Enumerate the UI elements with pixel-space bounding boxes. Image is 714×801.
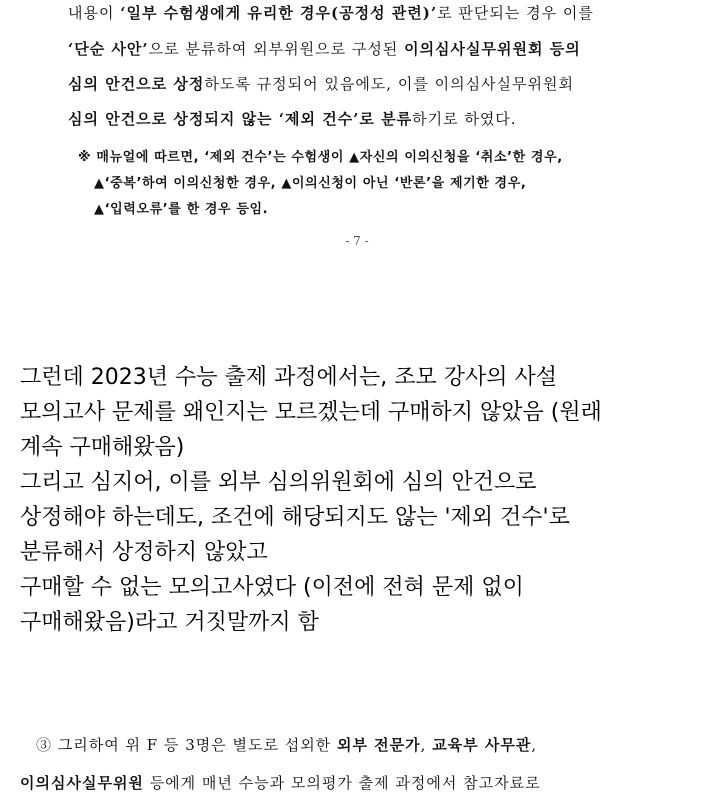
paragraph-line-1	[68, 2, 668, 23]
comment-line: 그리고 심지어, 이를 외부 심의위원회에 심의 안건으로	[20, 470, 537, 495]
text-run: 으로 분류하여 외부위원으로 구성된	[148, 40, 405, 58]
text-run-bold: 교육부 사무관	[432, 736, 532, 754]
text-run: 하도록 규정되어 있음에도, 이를 이의심사실무위원회	[204, 75, 574, 93]
paragraph-line-3	[68, 73, 668, 94]
comment-line: 상정해야 하는데도, 조건에 해당되지도 않는 '제외 건수'로	[20, 505, 570, 530]
text-run-bold: 이의심사실무위원회 등의	[404, 40, 581, 58]
text-run-bold: ‘일부 수험생에게 유리한 경우(공정성 관련)’	[120, 4, 438, 22]
text-run: ,	[420, 736, 433, 754]
page-number: - 7 -	[345, 234, 369, 248]
comment-line: 그런데 2023년 수능 출제 과정에서는, 조모 강사의 사설	[20, 365, 557, 390]
text-run: 등에게 매년 수능과 모의평가 출제 과정에서 참고자료로	[143, 774, 541, 792]
comment-line: 분류해서 상정하지 않았고	[20, 540, 268, 565]
comment-line: 계속 구매해왔음)	[20, 435, 185, 460]
text-run-bold: ‘단순 사안’	[68, 40, 149, 58]
text-run: 하기로 하였다.	[412, 110, 517, 128]
note-line-2: ▲‘중복’하여 이의신청한 경우, ▲이의신청이 아닌 ‘반론’을 제기한 경우,	[94, 176, 527, 191]
text-run: 로 판단되는 경우 이를	[437, 4, 594, 22]
commentary-block	[20, 360, 700, 640]
paragraph-line-2	[68, 38, 668, 59]
document-top-excerpt	[0, 0, 714, 260]
text-run: 내용이	[68, 4, 121, 22]
paragraph-line-4	[68, 108, 668, 129]
text-run-bold: 이의심사실무위원	[20, 774, 144, 792]
text-run-bold: 심의 안건으로 상정	[68, 75, 205, 93]
text-run: ③ 그리하여 위 F 등 3명은 별도로 섭외한	[36, 736, 337, 754]
comment-line: 구매해왔음)라고 거짓말까지 함	[20, 610, 319, 635]
text-run-bold: 심의 안건으로 상정되지 않는 ‘제외 건수’로 분류	[68, 110, 413, 128]
document-bottom-excerpt	[0, 720, 714, 801]
paragraph-line-5	[36, 734, 537, 755]
note-line-1: ※ 매뉴얼에 따르면, ‘제외 건수’는 수험생이 ▲자신의 이의신청을 ‘취소’한 경우,	[78, 150, 563, 165]
paragraph-line-6	[20, 772, 541, 793]
comment-line: 구매할 수 없는 모의고사였다 (이전에 전혀 문제 없이	[20, 575, 524, 600]
text-run: ,	[531, 736, 538, 754]
text-run-bold: 외부 전문가	[336, 736, 421, 754]
comment-line: 모의고사 문제를 왜인지는 모르겠는데 구매하지 않았음 (원래	[20, 400, 602, 425]
note-line-3: ▲‘입력오류’를 한 경우 등임.	[94, 202, 269, 217]
